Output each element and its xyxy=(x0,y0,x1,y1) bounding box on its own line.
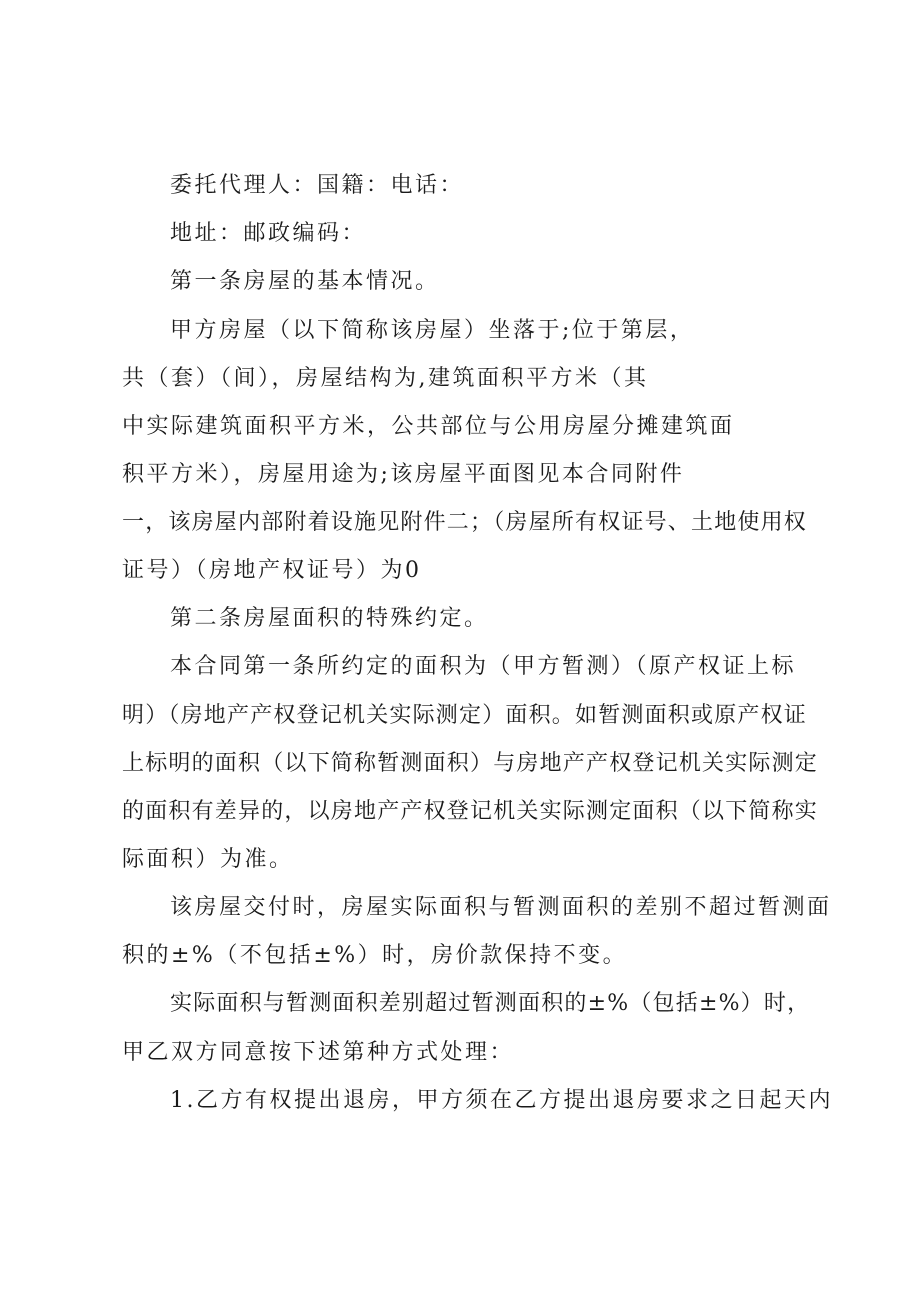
paragraph-line: 的面积有差异的，以房地产产权登记机关实际测定面积（以下简称实 xyxy=(122,799,819,824)
list-item-1: 1.乙方有权提出退房，甲方须在乙方提出退房要求之日起天内 xyxy=(170,1088,833,1113)
paragraph-line: 共（套）（间），房屋结构为,建筑面积平方米（其 xyxy=(122,366,649,391)
article-2-heading: 第二条房屋面积的特殊约定。 xyxy=(170,606,489,631)
paragraph-line: 积的±%（不包括±%）时，房价款保持不变。 xyxy=(122,943,628,968)
address-line: 地址：邮政编码： xyxy=(170,221,367,246)
article-1-heading: 第一条房屋的基本情况。 xyxy=(170,269,440,294)
paragraph-line: 甲乙双方同意按下述第种方式处理： xyxy=(122,1040,515,1065)
paragraph-line: 一，该房屋内部附着设施见附件二；（房屋所有权证号、土地使用权 xyxy=(122,510,808,535)
paragraph-line: 际面积）为准。 xyxy=(122,847,294,872)
paragraph-line: 中实际建筑面积平方米，公共部位与公用房屋分摊建筑面 xyxy=(122,414,735,439)
agent-info-line: 委托代理人：国籍：电话： xyxy=(170,173,465,198)
paragraph-line: 证号）（房地产权证号）为0 xyxy=(122,558,422,583)
paragraph-line: 实际面积与暂测面积差别超过暂测面积的±%（包括±%）时， xyxy=(170,991,811,1016)
paragraph-line: 该房屋交付时，房屋实际面积与暂测面积的差别不超过暂测面 xyxy=(170,895,832,920)
paragraph-line: 本合同第一条所约定的面积为（甲方暂测）（原产权证上标 xyxy=(170,654,797,679)
paragraph-line: 甲方房屋（以下简称该房屋）坐落于;位于第层， xyxy=(170,318,695,343)
paragraph-line: 明）（房地产产权登记机关实际测定）面积。如暂测面积或原产权证 xyxy=(122,703,808,728)
paragraph-line: 积平方米），房屋用途为;该房屋平面图见本合同附件 xyxy=(122,462,685,487)
paragraph-line: 上标明的面积（以下简称暂测面积）与房地产产权登记机关实际测定 xyxy=(122,751,819,776)
